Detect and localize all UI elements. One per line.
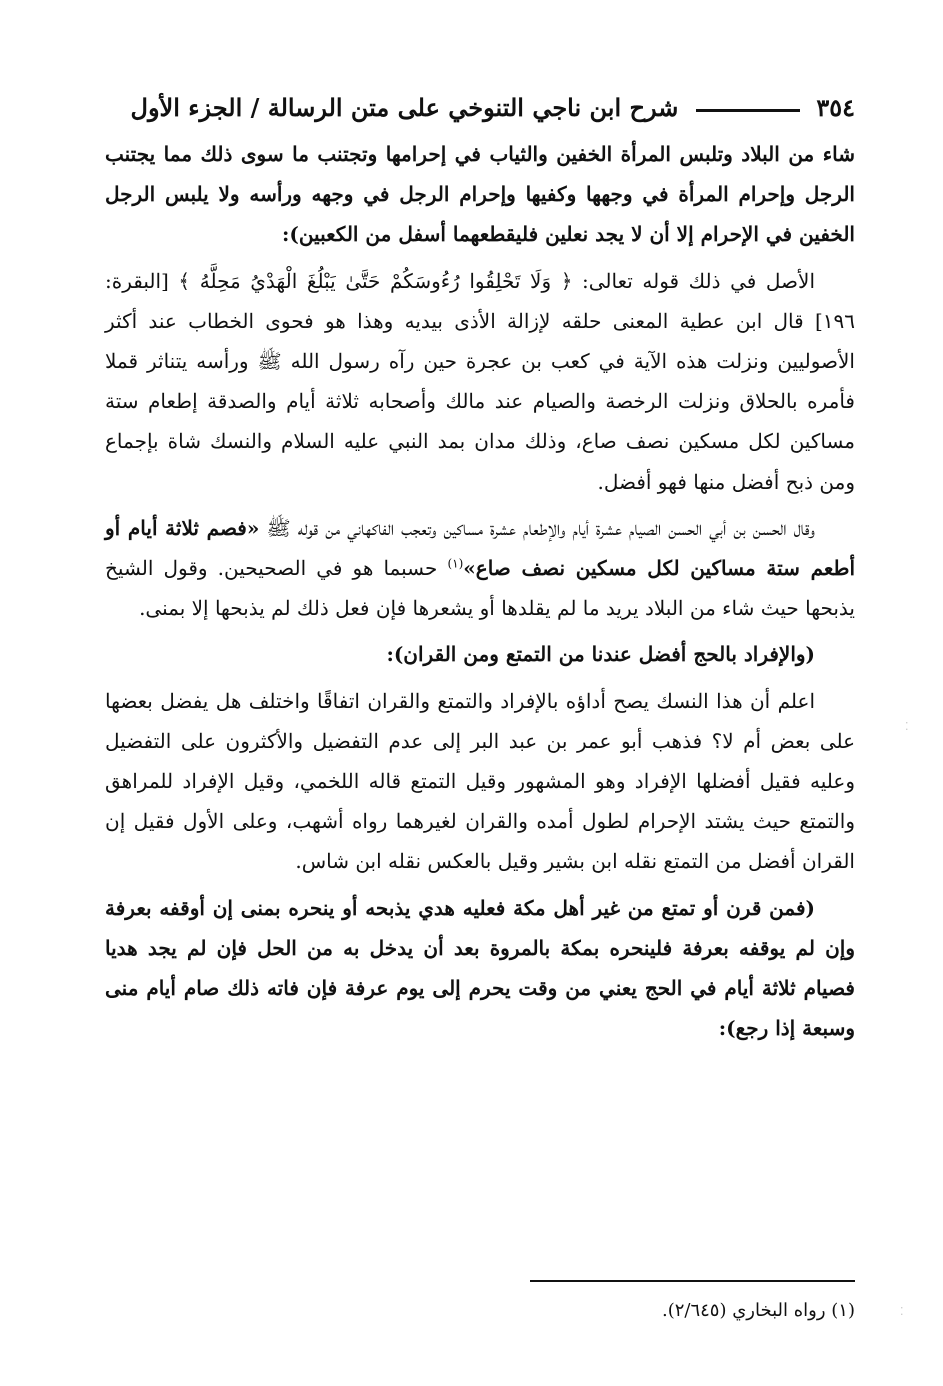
page-number: ٣٥٤ [816, 92, 855, 122]
scan-speck: ⁚ [905, 720, 909, 733]
footnote-separator [530, 1280, 855, 1282]
footnote-marker: (١) [447, 556, 464, 571]
header-rule [696, 109, 800, 112]
paragraph-1: شاء من البلاد وتلبس المرأة الخفين والثياب في إحرامها وتجتنب ما سوى ذلك مما يجتنب الرجل وإحرام المرأة في وجهها وكفيها وإحرام الرجل في وجهه ورأسه ولا يلبس الرجل الخفين في الإحرام إلا أن لا يجد نعلين فليقطعهما أسفل من الكعبين): [105, 142, 855, 247]
section-heading: (والإفراد بالحج أفضل عندنا من التمتع ومن القران): [386, 642, 815, 667]
paragraph-2: الأصل في ذلك قوله تعالى: ﴿ وَلَا تَحْلِقُوا رُءُوسَكُمْ حَتَّىٰ يَبْلُغَ الْهَدْيُ مَحِلَّهُ ﴾ [البقرة: ١٩٦] قال ابن عطية المعنى حلقه لإزالة الأذى بيديه وهذا هو فحوى الخطاب عند أكثر الأصوليين ونزلت هذه الآية في كعب بن عجرة حين رآه رسول الله ﷺ ورأسه يتناثر قملا فأمره بالحلاق ونزلت الرخصة والصيام عند مالك وأصحابه ثلاثة أيام والصدقة إطعام ستة مساكين لكل مسكين نصف صاع، وذلك مدان بمد النبي عليه السلام والنسك شاة بإجماع ومن ذبح أفضل منها فهو أفضل. [105, 268, 855, 494]
paragraph-3-text-a: وقال الحسن بن أبي الحسن الصيام عشرة أيام والإطعام عشرة مساكين وتعجب الفاكهاني من قوله ﷺ [266, 515, 815, 540]
running-title: شرح ابن ناجي التنوخي على متن الرسالة / الجزء الأول [130, 92, 679, 122]
hadith-quote: «فصم ثلاثة أيام أو أطعم ستة مساكين لكل مسكين نصف صاع» [105, 515, 856, 581]
paragraph-3-text-b: حسبما هو في الصحيحين. وقول الشيخ يذبحها حيث شاء من البلاد يريد ما لم يقلدها أو يشعرها فإن فعل ذلك لم يذبحها إلا بمنى. [105, 556, 855, 621]
footnote: (١) رواه البخاري (٢/٦٤٥). [661, 1300, 855, 1321]
paragraph-3 [105, 508, 855, 629]
page-body [105, 134, 855, 1054]
paragraph-5: اعلم أن هذا النسك يصح أداؤه بالإفراد والتمتع والقران اتفاقًا واختلف هل يفضل بعضها على بعض أم لا؟ فذهب أبو عمر بن عبد البر إلى عدم التفضيل والأكثرون على التفضيل وعليه فقيل أفضلها الإفراد وهو المشهور وقيل التمتع قاله اللخمي، وقيل الإفراد للمراهق والتمتع حيث يشتد الإحرام لطول أمده والقران لغيرهما رواه أشهب، وعلى الأول فقيل إن القران أفضل من التمتع نقله ابن بشير وقيل بالعكس نقله ابن شاس. [105, 688, 855, 874]
paragraph-6: (فمن قرن أو تمتع من غير أهل مكة فعليه هدي يذبحه أو ينحره بمنى إن أوقفه بعرفة وإن لم يوقفه بعرفة فلينحره بمكة بالمروة بعد أن يدخل به من الحل فإن لم يجد هديا فصيام ثلاثة أيام في الحج يعني من وقت يحرم إلى يوم عرفة فإن فاته ذلك صام أيام منى وسبعة إذا رجع): [105, 895, 855, 1041]
page-header [105, 84, 855, 130]
scan-speck: ⁚ [900, 1305, 904, 1318]
